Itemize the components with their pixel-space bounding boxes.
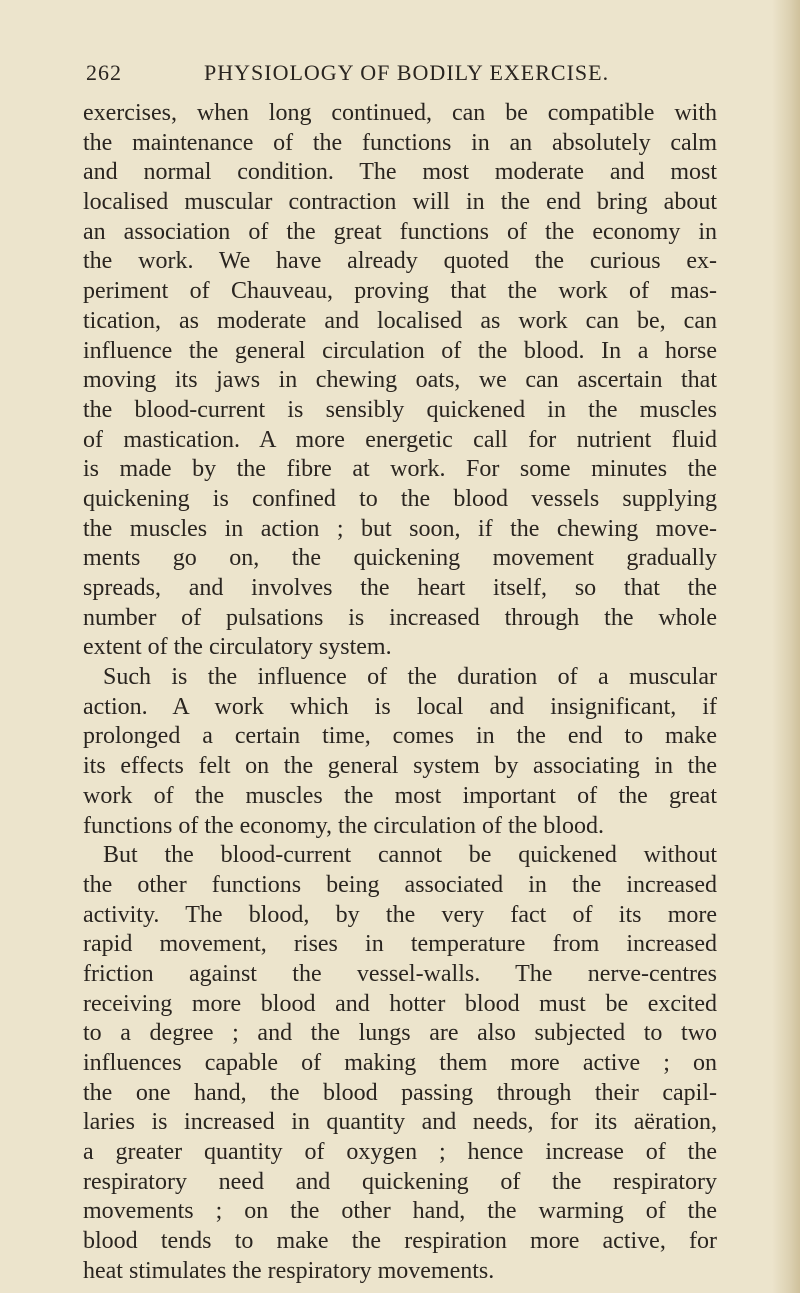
text-line: rapid movement, rises in temperature from increased [83,931,717,958]
text-line: quickening is confined to the blood vessels supplying [83,485,717,512]
text-line: to a degree ; and the lungs are also subjected to two [83,1020,717,1047]
text-line: activity. The blood, by the very fact of its more [83,901,717,928]
text-line: friction against the vessel-walls. The nerve-centres [83,960,717,987]
text-line: localised muscular contraction will in the end bring about [83,189,717,216]
text-line: and normal condition. The most moderate and most [83,159,717,186]
text-line: functions of the economy, the circulation of the blood. [83,812,604,839]
text-line: laries is increased in quantity and needs, for its aëration, [83,1109,717,1136]
text-line: the work. We have already quoted the curious ex- [83,248,717,275]
paragraph [83,841,717,1286]
text-line: a greater quantity of oxygen ; hence increase of the [83,1139,717,1166]
text-line: tication, as moderate and localised as work can be, can [83,307,717,334]
paragraph [83,663,717,841]
text-line: the other functions being associated in the increased [83,871,717,898]
text-line: is made by the fibre at work. For some minutes the [83,456,717,483]
text-line: heat stimulates the respiratory movements. [83,1257,495,1284]
text-line: number of pulsations is increased through the whole [83,604,717,631]
running-title: PHYSIOLOGY OF BODILY EXERCISE. [204,60,610,85]
text-line: of mastication. A more energetic call for nutrient fluid [83,426,717,453]
body-text [83,99,717,1287]
text-line: ments go on, the quickening movement gradually [83,545,717,572]
text-line: the muscles in action ; but soon, if the chewing move- [83,515,717,542]
text-line: its effects felt on the general system by associating in the [83,753,717,780]
text-line: periment of Chauveau, proving that the work of mas- [83,278,717,305]
text-line: extent of the circulatory system. [83,634,392,661]
text-line: the maintenance of the functions in an absolutely calm [83,129,717,156]
text-line: an association of the great functions of the economy in [83,218,717,245]
paragraph [83,99,717,663]
text-line: spreads, and involves the heart itself, so that the [83,575,717,601]
text-line: action. A work which is local and insignificant, if [83,693,717,720]
text-line: exercises, when long continued, can be compatible with [83,100,717,126]
paragraphs [83,99,717,1287]
text-line: work of the muscles the most important of the great [83,782,717,809]
page-edge-shadow [772,0,800,1293]
text-line: But the blood-current cannot be quickened without [103,842,717,869]
text-line: prolonged a certain time, comes in the end to make [83,723,717,750]
text-line: blood tends to make the respiration more active, for [83,1228,717,1255]
text-line: the blood-current is sensibly quickened in the muscles [83,396,717,423]
text-line: moving its jaws in chewing oats, we can ascertain that [83,367,717,394]
text-line: receiving more blood and hotter blood must be excited [83,990,717,1017]
text-line: movements ; on the other hand, the warming of the [83,1198,717,1225]
text-line: influences capable of making them more active ; on [83,1050,717,1076]
text-line: Such is the influence of the duration of a muscular [103,664,717,691]
running-header [86,60,714,90]
page-number: 262 [86,60,122,85]
text-line: the one hand, the blood passing through their capil- [83,1079,717,1106]
text-line: influence the general circulation of the blood. In a horse [83,337,717,364]
text-line: respiratory need and quickening of the respiratory [83,1168,717,1195]
